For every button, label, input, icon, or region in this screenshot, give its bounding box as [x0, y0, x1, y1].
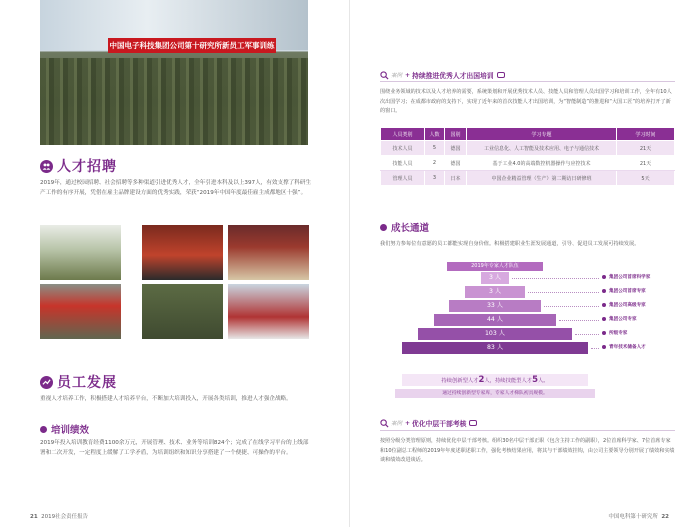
- training-photo-2: [142, 225, 223, 280]
- pyramid-level-label: [602, 302, 646, 308]
- pyramid-note: 通过持续创新型专家库，专家人才梯队初具规模。: [395, 389, 595, 398]
- table-row: [381, 171, 675, 186]
- table-cell: 中国企业精益管理（生产）第二期访日研修班: [467, 171, 617, 186]
- hero-banner: 中国电子科技集团公司第十研究所新员工军事训练: [108, 38, 276, 53]
- table-row: [381, 141, 675, 156]
- case1-text: 围绕业务领域的技术以及人才培养的需要，系统策划和开展优秀技术人员、技能人员和管理人员出国学习和培训工作，全年有10人次出国学习；在成都市政府的支持下，实现了近年来的首次技能人才出国培训，为“智能制造”的推进和“大国工匠”的培养打开了新的窗口。: [380, 89, 672, 114]
- table-cell: 工业信息化、人工智能及技术应用、电子与通信技术: [467, 141, 617, 156]
- table-row: [381, 156, 675, 171]
- pyramid-bottom-text: 持续创新型人才: [441, 378, 479, 384]
- plus-icon: +: [405, 71, 411, 79]
- table-cell: 管理人员: [381, 171, 425, 186]
- bullet-dot-icon: [602, 331, 606, 335]
- chat-bubble-icon: [497, 72, 505, 78]
- table-cell: 3: [425, 171, 445, 186]
- table-header-row: [381, 128, 675, 141]
- pyramid-level-label: [602, 316, 637, 322]
- table-cell: 德国: [445, 156, 467, 171]
- dev-heading: [40, 372, 117, 392]
- recruit-heading: [40, 156, 117, 176]
- pyramid-level: 33 人: [449, 300, 540, 312]
- table-cell: 技能人员: [381, 156, 425, 171]
- case1-header: [380, 70, 505, 80]
- left-page: [0, 0, 349, 527]
- table-cell: 德国: [445, 141, 467, 156]
- military-training-photo: [40, 0, 308, 145]
- pyramid-level-label-text: 集团公司专家: [609, 317, 637, 322]
- dev-title: 员工发展: [57, 375, 117, 391]
- table-header-cell: 人数: [425, 128, 445, 141]
- case1-divider: [380, 81, 675, 82]
- pyramid-level: 44 人: [434, 314, 557, 326]
- training-text: 2019年投入培训教育经费1100余万元，开展管理、技术、业务等培训824个；完成了在线学习平台的上线部署和二次开发，一定程度上缓解了工学矛盾，为培训组织和知识分享搭建了一个便捷、可操作的平台。: [40, 440, 309, 456]
- growth-text: 我们努力参每位有意愿的员工都能实现自身价值。积极搭建职业生涯发展通道，引导、促进员工发展可持续发展。: [380, 241, 640, 247]
- case2-divider: [380, 430, 675, 431]
- left-page-number: 21: [30, 514, 38, 520]
- left-footer: [30, 512, 88, 520]
- pyramid-connector: [528, 292, 599, 293]
- right-footer: [608, 512, 669, 520]
- recruit-title: 人才招聘: [57, 159, 117, 175]
- table-cell: 5: [425, 141, 445, 156]
- case2-text: 按照分级分类管理原则，持续优化中层干部考核。组织30名中层干部正职（包含主持工作的副职），2位首席科学家、7位首席专家和10位副总工程师的2019年年度述职述职工作，强化考核结果应用，将其与干部绩效挂钩，由公司主要领导分别开展了绩效和实绩谈和绩效改进谈话。: [380, 438, 675, 463]
- table-header-cell: 学习时间: [617, 128, 675, 141]
- pyramid-level-label: [602, 330, 627, 336]
- pyramid-level-label-text: 青年技术储备人才: [609, 345, 646, 350]
- growth-icon: [40, 376, 53, 389]
- pyramid-connector: [544, 306, 599, 307]
- pyramid-level: 103 人: [418, 328, 572, 340]
- training-photo-6: [228, 284, 309, 339]
- plus-icon: +: [405, 419, 411, 427]
- case2-label: 案例: [391, 421, 403, 427]
- training-photo-1: [40, 225, 121, 280]
- pyramid-bottom-summary: [402, 374, 588, 386]
- table-header-cell: 人员类别: [381, 128, 425, 141]
- pyramid-title: 2019年专家人才队伍: [447, 262, 543, 271]
- table-cell: 2: [425, 156, 445, 171]
- left-footer-text: 2019社会责任报告: [41, 514, 89, 520]
- table-header-cell: 学习专题: [467, 128, 617, 141]
- training-photo-3: [228, 225, 309, 280]
- dev-text: 重视人才培养工作，积极搭建人才培养平台，不断加大培训投入，开展各类培训，推进人才强企战略。: [40, 396, 292, 402]
- right-page: [350, 0, 699, 527]
- table-cell: 基于工业4.0的高端数控机器操作与应控技术: [467, 156, 617, 171]
- pyramid-connector: [512, 278, 599, 279]
- bullet-dot-icon: [380, 224, 387, 231]
- pyramid-level: 3 人: [465, 286, 525, 298]
- bullet-dot-icon: [602, 303, 606, 307]
- table-cell: 21天: [617, 156, 675, 171]
- pyramid-level-label-text: 集团公司首席专家: [609, 289, 646, 294]
- pyramid-level-label: [602, 344, 646, 350]
- magnifier-icon: [380, 71, 389, 80]
- pyramid-connector: [575, 334, 599, 335]
- table-cell: 21天: [617, 141, 675, 156]
- right-page-number: 22: [661, 514, 669, 520]
- case2-header: [380, 418, 477, 428]
- pyramid-level-label-text: 集团公司首席科学家: [609, 275, 651, 280]
- pyramid-level: 83 人: [402, 342, 588, 354]
- case2-title: 优化中层干部考核: [412, 420, 467, 428]
- training-photo-4: [40, 284, 121, 339]
- pyramid-level-label: [602, 288, 646, 294]
- pyramid-bottom-text: 人。: [538, 378, 549, 384]
- training-subhead: [40, 422, 89, 436]
- table-cell: 日本: [445, 171, 467, 186]
- pyramid-level: 3 人: [481, 272, 509, 284]
- table-cell: 5天: [617, 171, 675, 186]
- bullet-dot-icon: [602, 317, 606, 321]
- training-photo-5: [142, 284, 223, 339]
- recruit-text: 2019年，通过校园招聘、社会招聘等多种渠道引进优秀人才，全年引进本科及以上397人，有效支撑了科研生产工作的有序开展，凭借在雇主品牌建设方面的优秀实践，荣获“2019年中国年度最佳雇主成都地区十强”。: [40, 180, 312, 196]
- bullet-dot-icon: [602, 289, 606, 293]
- pyramid-level-label-text: 所级专家: [609, 331, 628, 336]
- pyramid-bottom-number: 5: [532, 375, 538, 385]
- people-icon: [40, 160, 53, 173]
- growth-subhead-label: 成长通道: [391, 223, 430, 234]
- case1-label: 案例: [391, 73, 403, 79]
- pyramid-bottom-number: 2: [478, 375, 485, 385]
- table-header-cell: 国别: [445, 128, 467, 141]
- bullet-dot-icon: [602, 345, 606, 349]
- right-footer-text: 中国电科第十研究所: [608, 514, 658, 520]
- training-subhead-label: 培训绩效: [51, 425, 90, 436]
- bullet-dot-icon: [602, 275, 606, 279]
- trainee-group: [40, 58, 308, 145]
- pyramid-level-label: [602, 274, 650, 280]
- magnifier-icon: [380, 419, 389, 428]
- bullet-dot-icon: [40, 426, 47, 433]
- growth-subhead: [380, 220, 429, 234]
- table-cell: 技术人员: [381, 141, 425, 156]
- pyramid-level-label-text: 集团公司高级专家: [609, 303, 646, 308]
- chat-bubble-icon: [469, 420, 477, 426]
- pyramid-bottom-text: 人，持续技能型人才: [484, 378, 533, 384]
- pyramid-connector: [591, 348, 599, 349]
- pyramid-connector: [559, 320, 599, 321]
- case1-title: 持续推进优秀人才出国培训: [412, 72, 494, 80]
- training-abroad-table: [380, 127, 675, 186]
